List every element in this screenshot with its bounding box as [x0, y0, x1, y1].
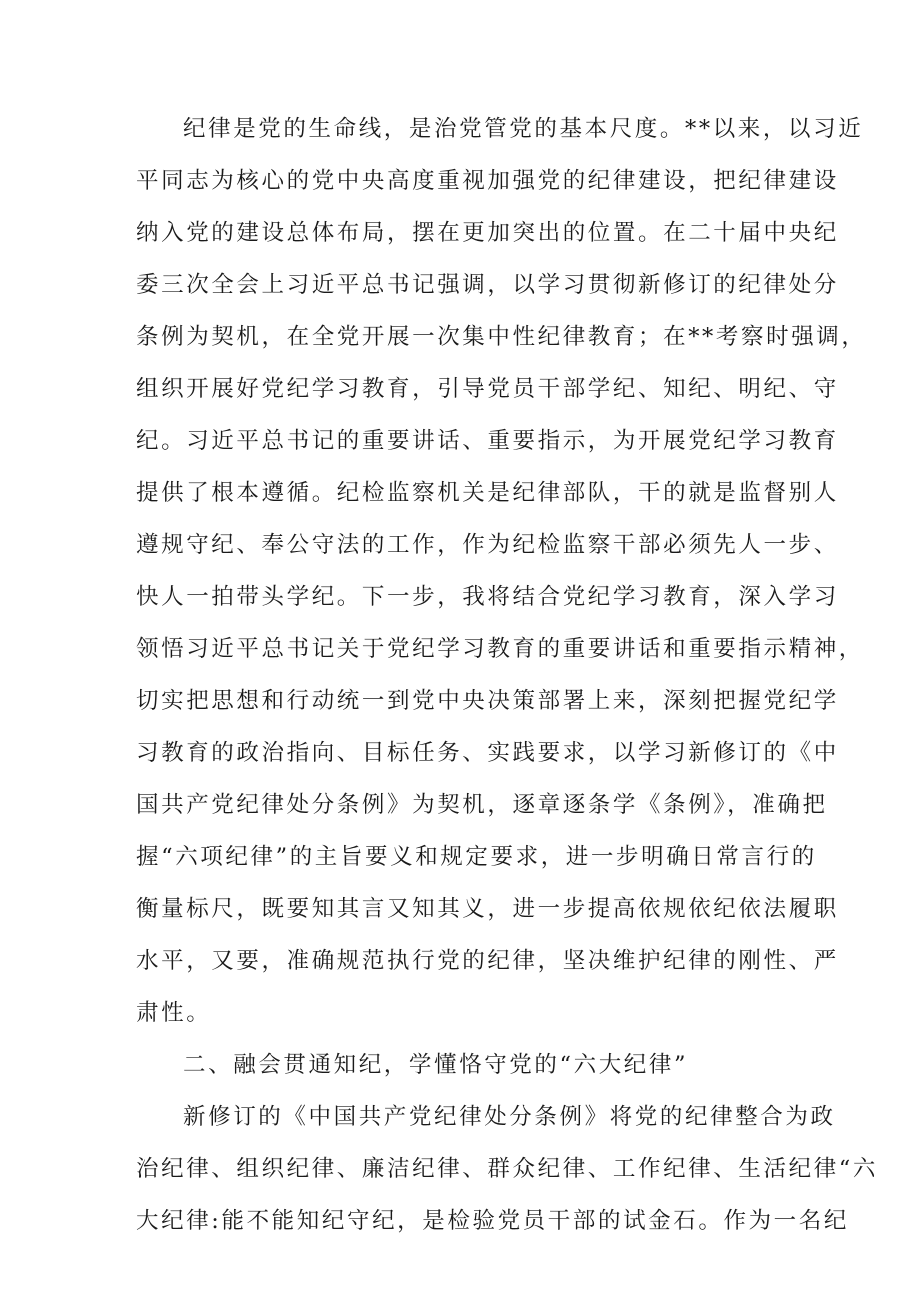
- paragraph-1-line-15: 握“六项纪律”的主旨要义和规定要求，进一步明确日常言行的: [136, 844, 817, 870]
- paragraph-1-line-4: 委三次全会上习近平总书记强调，以学习贯彻新修订的纪律处分: [136, 272, 839, 298]
- paragraph-1-line-16: 衡量标尺，既要知其言又知其义，进一步提高依规依纪依法履职: [136, 896, 839, 922]
- paragraph-2-line-3: 大纪律:能不能知纪守纪，是检验党员干部的试金石。作为一名纪: [136, 1208, 849, 1234]
- paragraph-1-line-9: 遵规守纪、奉公守法的工作，作为纪检监察干部必须先人一步、: [136, 532, 839, 558]
- paragraph-1-line-17: 水平，又要，准确规范执行党的纪律，坚决维护纪律的刚性、严: [136, 948, 839, 974]
- paragraph-1-line-2: 平同志为核心的党中央高度重视加强党的纪律建设，把纪律建设: [136, 168, 839, 194]
- paragraph-1-line-14: 国共产党纪律处分条例》为契机，逐章逐条学《条例》，准确把: [136, 792, 828, 818]
- paragraph-1-line-10: 快人一拍带头学纪。下一步，我将结合党纪学习教育，深入学习: [136, 584, 839, 610]
- paragraph-1-line-6: 组织开展好党纪学习教育，引导党员干部学纪、知纪、明纪、守: [136, 376, 839, 402]
- paragraph-2-line-2: 治纪律、组织纪律、廉洁纪律、群众纪律、工作纪律、生活纪律“六: [136, 1156, 879, 1182]
- paragraph-1-line-11: 领悟习近平总书记关于党纪学习教育的重要讲话和重要指示精神，: [136, 636, 864, 662]
- paragraph-1-line-5: 条例为契机，在全党开展一次集中性纪律教育；在**考察时强调，: [136, 324, 867, 350]
- section-heading: 二、融会贯通知纪，学懂恪守党的“六大纪律”: [183, 1052, 689, 1078]
- paragraph-2-line-1: 新修订的《中国共产党纪律处分条例》将党的纪律整合为政: [183, 1104, 836, 1130]
- paragraph-1-line-1: 纪律是党的生命线，是治党管党的基本尺度。**以来，以习近: [183, 116, 864, 142]
- paragraph-1-line-18: 肃性。: [136, 1000, 212, 1026]
- paragraph-1-line-3: 纳入党的建设总体布局，摆在更加突出的位置。在二十届中央纪: [136, 220, 839, 246]
- paragraph-1-line-8: 提供了根本遵循。纪检监察机关是纪律部队，干的就是监督别人: [136, 480, 839, 506]
- paragraph-1-line-12: 切实把思想和行动统一到党中央决策部署上来，深刻把握党纪学: [136, 688, 839, 714]
- paragraph-1-line-7: 纪。习近平总书记的重要讲话、重要指示，为开展党纪学习教育: [136, 428, 839, 454]
- paragraph-1-line-13: 习教育的政治指向、目标任务、实践要求，以学习新修订的《中: [136, 740, 839, 766]
